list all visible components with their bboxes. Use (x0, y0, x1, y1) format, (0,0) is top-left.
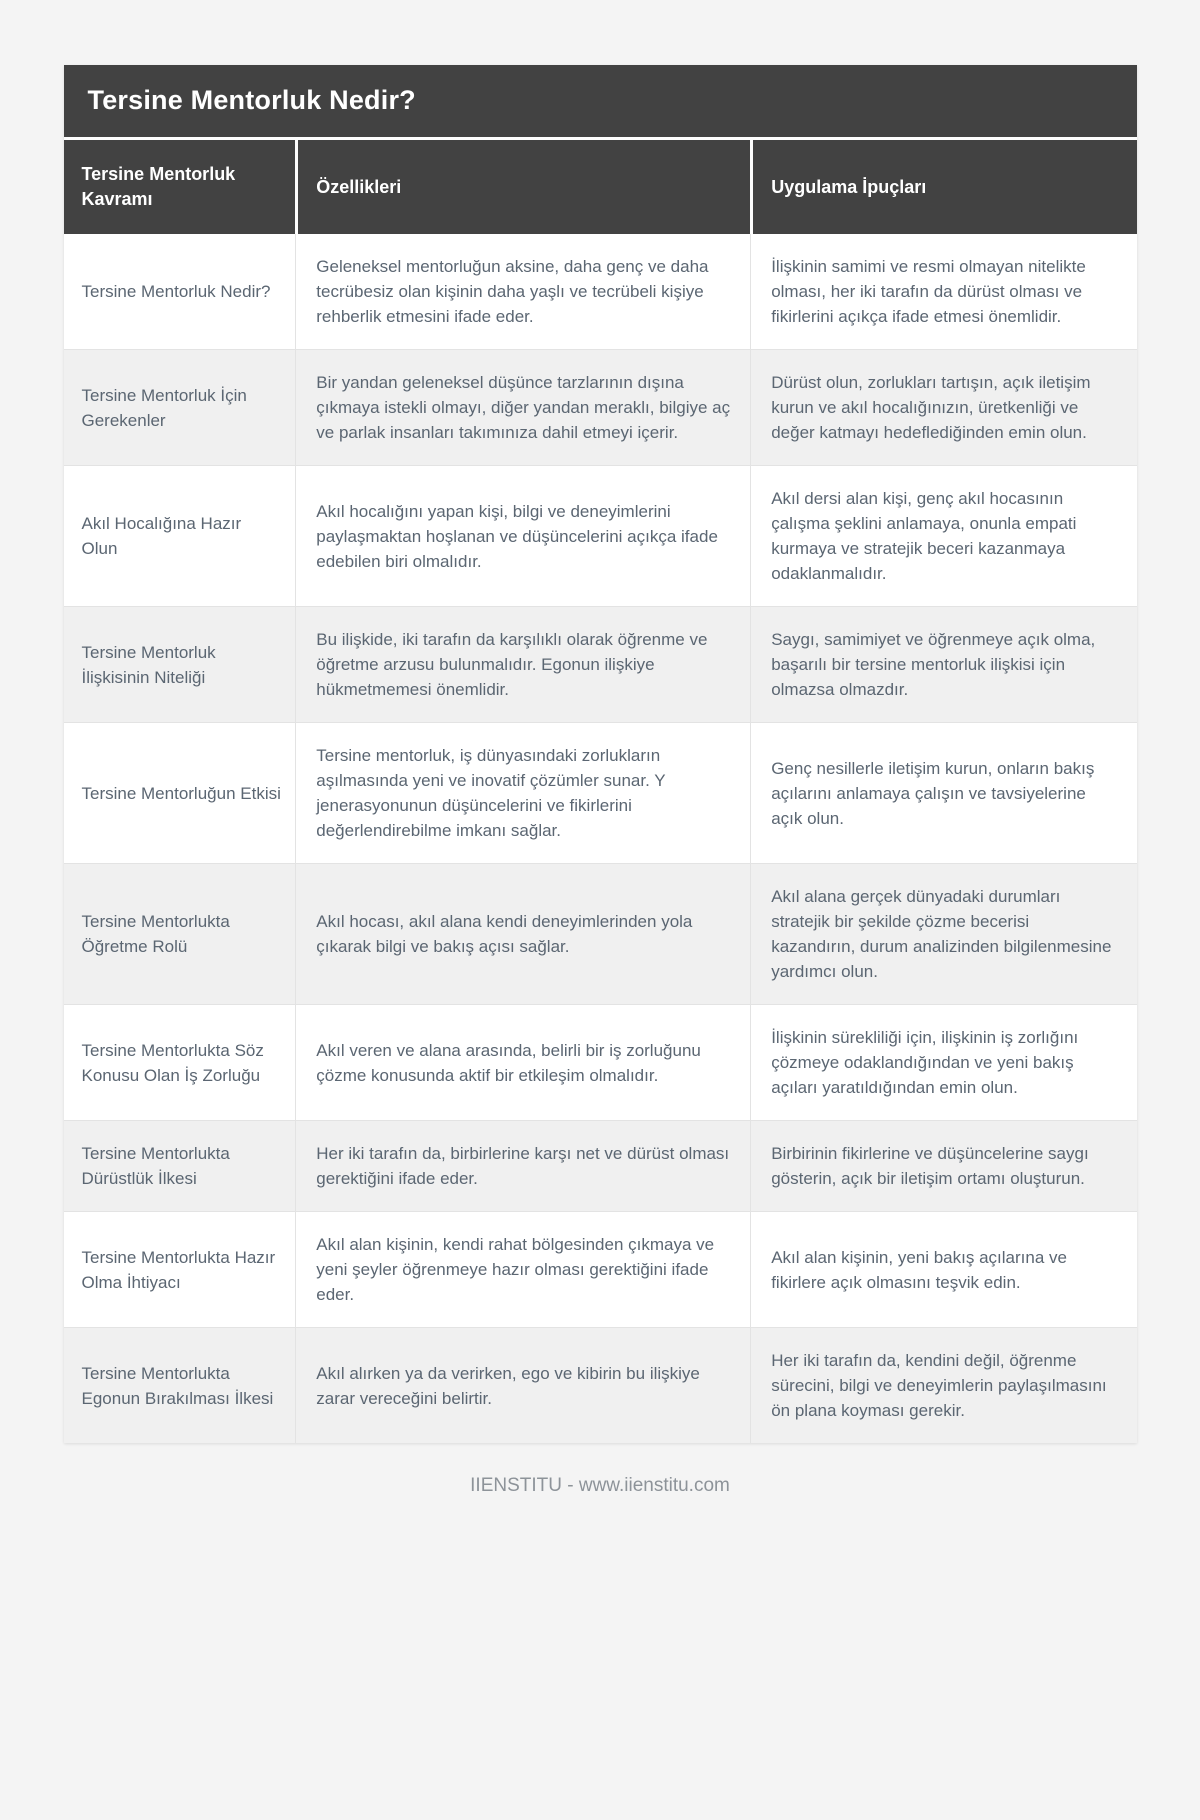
cell-features: Akıl hocalığını yapan kişi, bilgi ve deneyimlerini paylaşmaktan hoşlanan ve düşüncelerini açıkça ifade edebilen biri olmalıdır. (295, 465, 750, 606)
table-row (64, 606, 1137, 722)
table-row (64, 349, 1137, 465)
cell-tips: Saygı, samimiyet ve öğrenmeye açık olma, başarılı bir tersine mentorluk ilişkisi için olmazsa olmazdır. (750, 606, 1136, 722)
cell-features: Geleneksel mentorluğun aksine, daha genç ve daha tecrübesiz olan kişinin daha yaşlı ve tecrübeli kişiye rehberlik etmesini ifade eder. (295, 234, 750, 349)
cell-features: Tersine mentorluk, iş dünyasındaki zorlukların aşılmasında yeni ve inovatif çözümler sunar. Y jenerasyonunun düşüncelerini ve fikirlerini değerlendirebilme imkanı sağlar. (295, 722, 750, 863)
footer-text: IIENSTITU - www.iienstitu.com (470, 1475, 730, 1496)
table-row (64, 722, 1137, 863)
cell-concept: Tersine Mentorlukta Egonun Bırakılması İlkesi (64, 1327, 296, 1443)
table-row (64, 1327, 1137, 1443)
table-header (64, 137, 1137, 234)
column-header-features: Özellikleri (295, 137, 750, 234)
cell-features: Akıl alan kişinin, kendi rahat bölgesinden çıkmaya ve yeni şeyler öğrenmeye hazır olması gerektiğini ifade eder. (295, 1211, 750, 1327)
cell-concept: Tersine Mentorluk Nedir? (64, 234, 296, 349)
table-row (64, 1120, 1137, 1211)
table-row (64, 234, 1137, 349)
column-header-concept: Tersine Mentorluk Kavramı (64, 137, 296, 234)
cell-concept: Akıl Hocalığına Hazır Olun (64, 465, 296, 606)
cell-tips: Genç nesillerle iletişim kurun, onların bakış açılarını anlamaya çalışın ve tavsiyelerine açık olun. (750, 722, 1136, 863)
cell-features: Her iki tarafın da, birbirlerine karşı net ve dürüst olması gerektiğini ifade eder. (295, 1120, 750, 1211)
table-row (64, 1004, 1137, 1120)
cell-tips: Birbirinin fikirlerine ve düşüncelerine saygı gösterin, açık bir iletişim ortamı oluşturun. (750, 1120, 1136, 1211)
cell-features: Bu ilişkide, iki tarafın da karşılıklı olarak öğrenme ve öğretme arzusu bulunmalıdır. Egonun ilişkiye hükmetmemesi önemlidir. (295, 606, 750, 722)
table-row (64, 863, 1137, 1004)
cell-concept: Tersine Mentorlukta Öğretme Rolü (64, 863, 296, 1004)
cell-tips: Dürüst olun, zorlukları tartışın, açık iletişim kurun ve akıl hocalığınızın, üretkenliği ve değer katmayı hedeflediğinden emin olun. (750, 349, 1136, 465)
column-header-tips: Uygulama İpuçları (750, 137, 1136, 234)
cell-features: Bir yandan geleneksel düşünce tarzlarının dışına çıkmaya istekli olmayı, diğer yandan meraklı, bilgiye aç ve parlak insanları takımınıza dahil etmeyi içerir. (295, 349, 750, 465)
cell-tips: Akıl alan kişinin, yeni bakış açılarına ve fikirlere açık olmasını teşvik edin. (750, 1211, 1136, 1327)
cell-concept: Tersine Mentorlukta Hazır Olma İhtiyacı (64, 1211, 296, 1327)
cell-tips: İlişkinin sürekliliği için, ilişkinin iş zorlığını çözmeye odaklandığından ve yeni bakış açıları yaratıldığından emin olun. (750, 1004, 1136, 1120)
table-row (64, 1211, 1137, 1327)
cell-features: Akıl alırken ya da verirken, ego ve kibirin bu ilişkiye zarar vereceğini belirtir. (295, 1327, 750, 1443)
page-title: Tersine Mentorluk Nedir? (64, 65, 1137, 137)
table-body (64, 234, 1137, 1443)
table-row (64, 465, 1137, 606)
cell-concept: Tersine Mentorluk İçin Gerekenler (64, 349, 296, 465)
cell-tips: Her iki tarafın da, kendini değil, öğrenme sürecini, bilgi ve deneyimlerin paylaşılmasını ön plana koyması gerekir. (750, 1327, 1136, 1443)
cell-concept: Tersine Mentorlukta Dürüstlük İlkesi (64, 1120, 296, 1211)
cell-tips: Akıl dersi alan kişi, genç akıl hocasının çalışma şeklini anlamaya, onunla empati kurmaya ve stratejik beceri kazanmaya odaklanmalıdır. (750, 465, 1136, 606)
cell-features: Akıl hocası, akıl alana kendi deneyimlerinden yola çıkarak bilgi ve bakış açısı sağlar. (295, 863, 750, 1004)
cell-concept: Tersine Mentorluk İlişkisinin Niteliği (64, 606, 296, 722)
cell-tips: Akıl alana gerçek dünyadaki durumları stratejik bir şekilde çözme becerisi kazandırın, durum analizinden bilgilenmesine yardımcı olun. (750, 863, 1136, 1004)
cell-concept: Tersine Mentorluğun Etkisi (64, 722, 296, 863)
mentorluk-table (64, 137, 1137, 1443)
cell-features: Akıl veren ve alana arasında, belirli bir iş zorluğunu çözme konusunda aktif bir etkileşim olmalıdır. (295, 1004, 750, 1120)
cell-concept: Tersine Mentorlukta Söz Konusu Olan İş Zorluğu (64, 1004, 296, 1120)
cell-tips: İlişkinin samimi ve resmi olmayan nitelikte olması, her iki tarafın da dürüst olması ve fikirlerini açıkça ifade etmesi önemlidir. (750, 234, 1136, 349)
mentorluk-table-container (64, 65, 1137, 1443)
